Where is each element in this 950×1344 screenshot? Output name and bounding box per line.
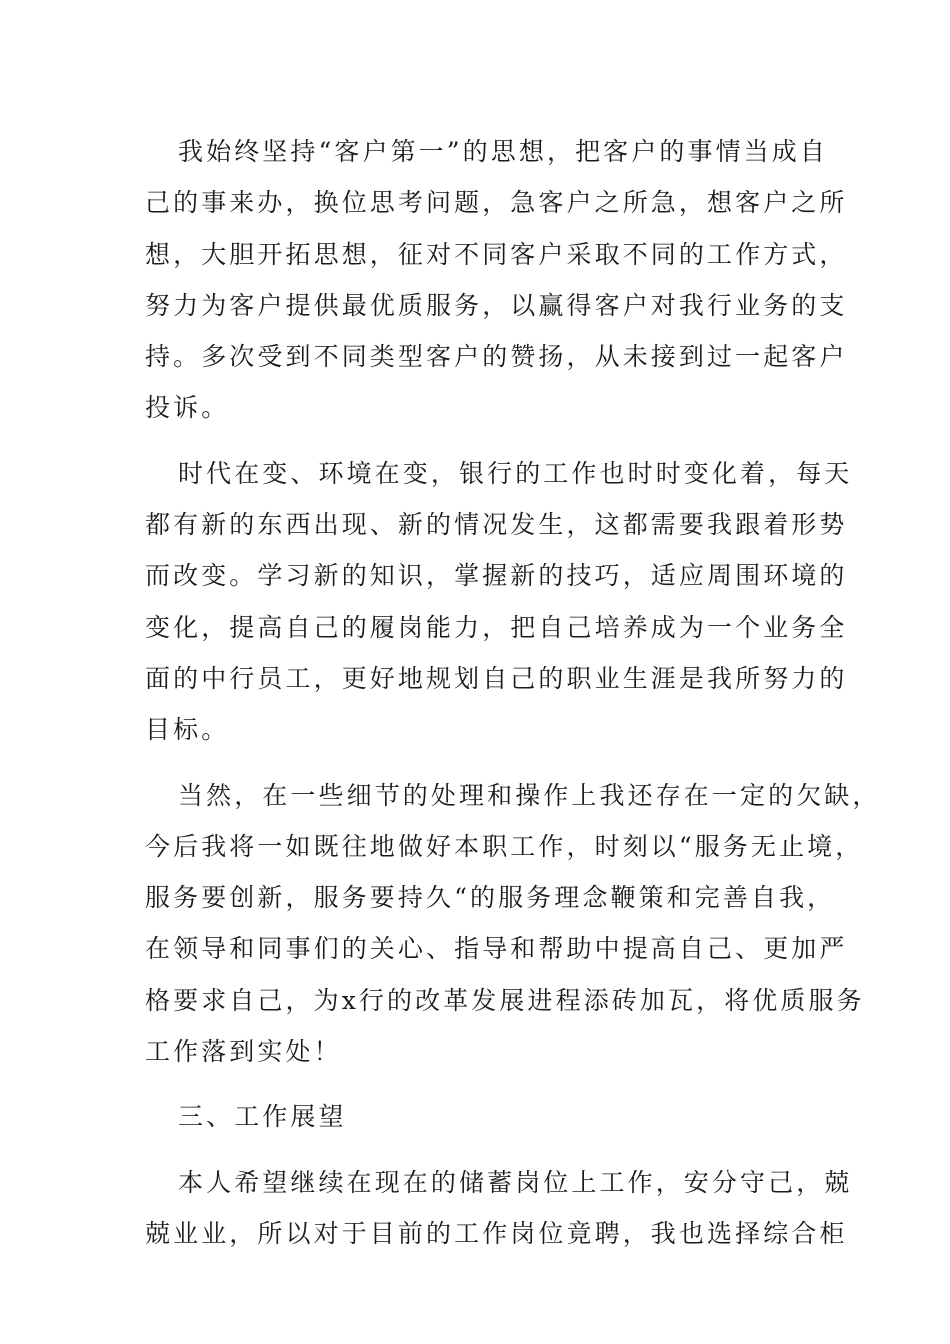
paragraph-gap xyxy=(145,1143,825,1157)
text-line: 我始终坚持“客户第一”的思想，把客户的事情当成自 xyxy=(178,137,828,166)
text-line: 都有新的东西出现、新的情况发生，这都需要我跟着形势 xyxy=(145,510,848,540)
text-line: 格要求自己，为x行的改革发展进程添砖加瓦，将优质服务 xyxy=(145,985,865,1015)
text-line: 努力为客户提供最优质服务，以赢得客户对我行业务的支 xyxy=(145,290,848,320)
text-line: 兢业业，所以对于目前的工作岗位竟聘，我也选择综合柜 xyxy=(145,1218,848,1248)
paragraph-gap xyxy=(145,1077,825,1091)
text-line: 时代在变、环境在变，银行的工作也时时变化着，每天 xyxy=(178,458,853,488)
paragraph-shortcomings xyxy=(145,770,881,1078)
paragraph-gap xyxy=(145,756,825,770)
text-line: 想，大胆开拓思想，征对不同客户采取不同的工作方式， xyxy=(145,239,848,269)
text-line: 己的事来办，换位思考问题，急客户之所急，想客户之所 xyxy=(145,188,848,218)
text-line: 工作落到实处！ xyxy=(145,1037,342,1067)
paragraph-gap xyxy=(145,434,825,448)
text-line: 当然，在一些细节的处理和操作上我还存在一定的欠缺， xyxy=(178,780,881,810)
text-line: 面的中行员工，更好地规划自己的职业生涯是我所努力的 xyxy=(145,663,848,693)
text-line: 今后我将一如既往地做好本职工作，时刻以“服务无止境， xyxy=(145,831,864,861)
text-line: 而改变。学习新的知识，掌握新的技巧，适应周围环境的 xyxy=(145,561,848,591)
text-line: 目标。 xyxy=(145,715,230,745)
section-heading-text: 三、工作展望 xyxy=(178,1102,347,1132)
text-line: 本人希望继续在现在的储蓄岗位上工作，安分守己，兢 xyxy=(178,1167,853,1197)
section-heading xyxy=(145,1091,825,1142)
document-body xyxy=(145,126,881,1259)
paragraph-changing-times xyxy=(145,448,853,756)
text-line: 服务要创新，服务要持久“的服务理念鞭策和完善自我， xyxy=(145,883,836,913)
paragraph-outlook xyxy=(145,1157,853,1260)
text-line: 持。多次受到不同类型客户的赞扬，从未接到过一起客户 xyxy=(145,342,848,372)
text-line: 在领导和同事们的关心、指导和帮助中提高自己、更加严 xyxy=(145,934,848,964)
text-line: 变化，提高自己的履岗能力，把自己培养成为一个业务全 xyxy=(145,612,848,642)
paragraph-customer-first xyxy=(145,126,848,434)
text-line: 投诉。 xyxy=(145,393,230,423)
